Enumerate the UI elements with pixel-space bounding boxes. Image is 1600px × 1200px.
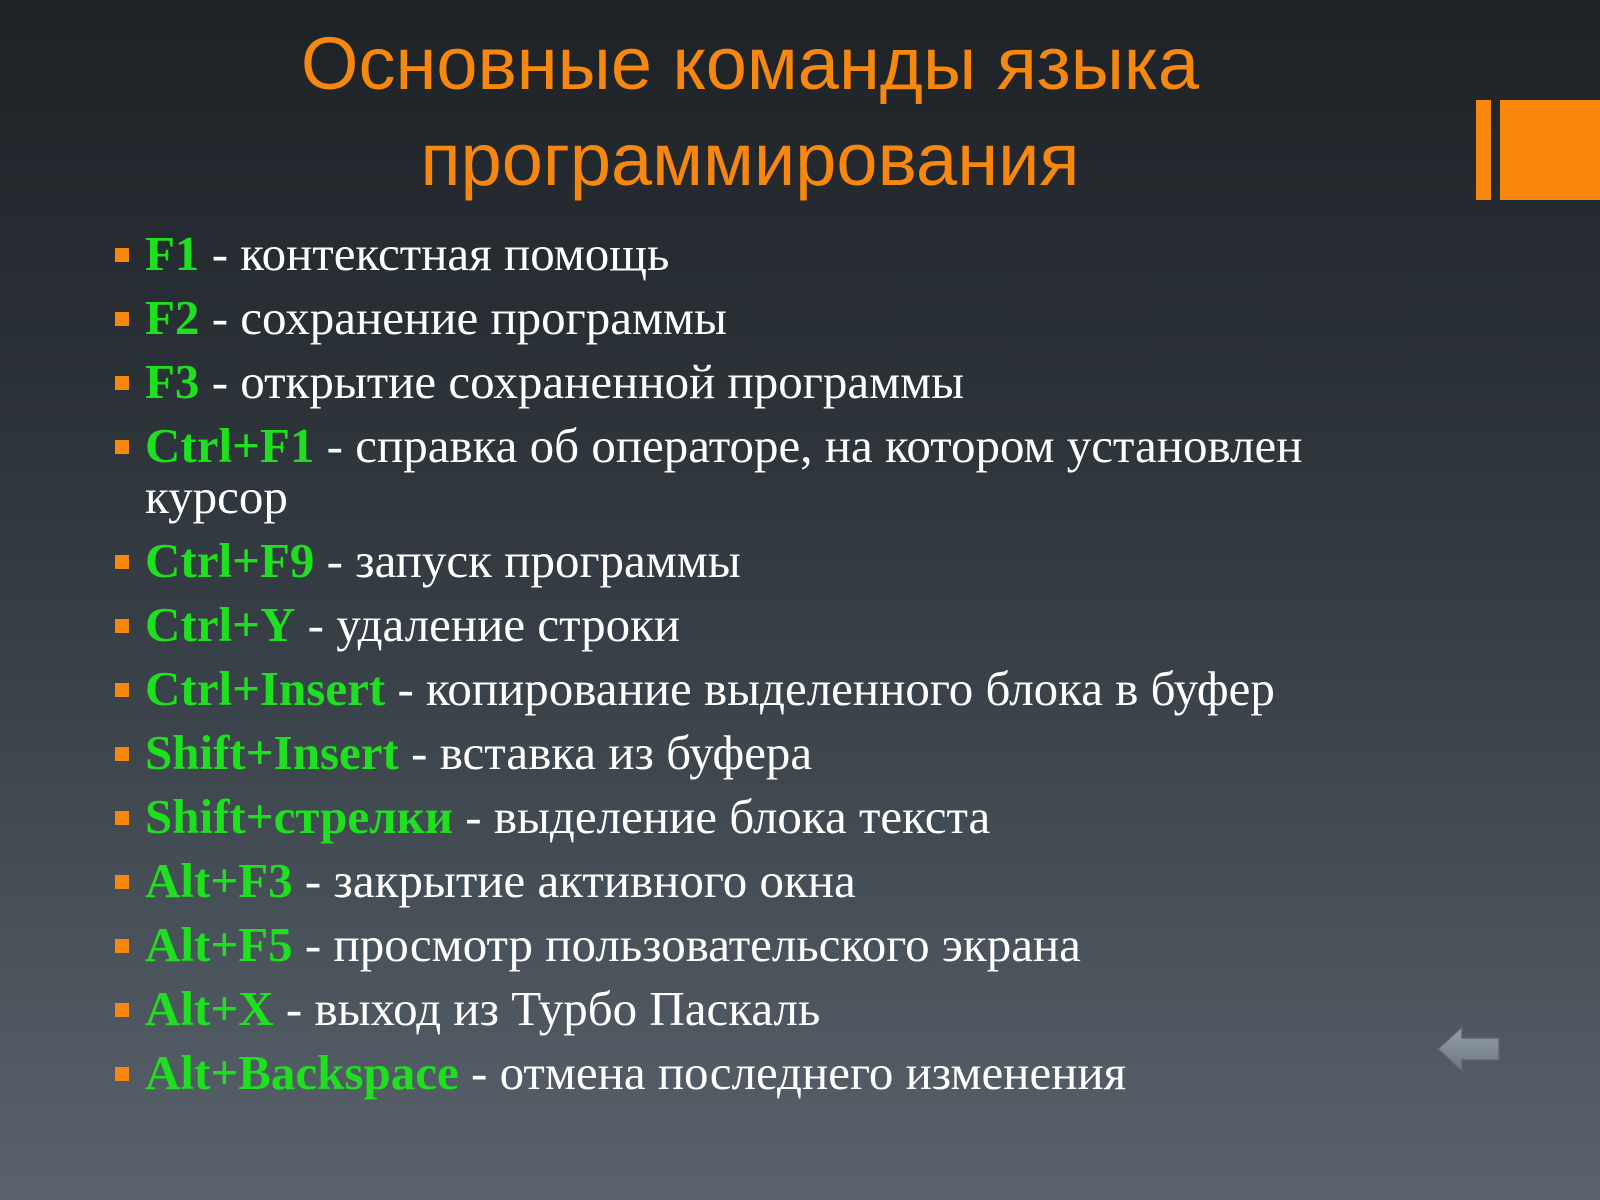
- list-item: [115, 983, 1455, 1034]
- list-item: [115, 535, 1455, 586]
- list-item: [115, 855, 1455, 906]
- square-bullet-icon: [115, 1067, 129, 1081]
- command-description: - сохранение программы: [199, 290, 727, 345]
- command-key: Ctrl+F9: [145, 533, 315, 588]
- square-bullet-icon: [115, 939, 129, 953]
- slide-title: [150, 16, 1350, 208]
- command-description: - закрытие активного окна: [292, 853, 856, 908]
- square-bullet-icon: [115, 683, 129, 697]
- command-key: Shift+стрелки: [145, 789, 454, 844]
- command-key: F2: [145, 290, 200, 345]
- command-key: Alt+F5: [145, 917, 293, 972]
- left-arrow-icon: [1436, 1024, 1502, 1074]
- command-description: - удаление строки: [295, 597, 681, 652]
- command-description: - выделение блока текста: [453, 789, 991, 844]
- square-bullet-icon: [115, 747, 129, 761]
- list-item: [115, 663, 1455, 714]
- command-description: - выход из Турбо Паскаль: [273, 981, 821, 1036]
- square-bullet-icon: [115, 440, 129, 454]
- command-key: Ctrl+Y: [145, 597, 296, 652]
- accent-bar-thin: [1476, 100, 1491, 200]
- list-item: [115, 228, 1455, 279]
- square-bullet-icon: [115, 376, 129, 390]
- square-bullet-icon: [115, 312, 129, 326]
- list-item: [115, 1047, 1455, 1098]
- back-button[interactable]: [1436, 1024, 1502, 1074]
- command-key: Alt+F3: [145, 853, 293, 908]
- list-item: [115, 919, 1455, 970]
- list-item: [115, 727, 1455, 778]
- command-description: - открытие сохраненной программы: [199, 354, 965, 409]
- slide-title-line-2: программирования: [420, 118, 1080, 201]
- command-key: F1: [145, 226, 200, 281]
- command-description: - просмотр пользовательского экрана: [292, 917, 1081, 972]
- command-key: Alt+Backspace: [145, 1045, 459, 1100]
- command-description: - запуск программы: [314, 533, 741, 588]
- command-key: Alt+X: [145, 981, 274, 1036]
- square-bullet-icon: [115, 619, 129, 633]
- slide-title-line-1: Основные команды языка: [300, 22, 1200, 105]
- square-bullet-icon: [115, 1003, 129, 1017]
- command-description: - отмена последнего изменения: [458, 1045, 1127, 1100]
- list-item: [115, 356, 1455, 407]
- list-item: [115, 791, 1455, 842]
- accent-block: [1500, 100, 1600, 200]
- command-description: - вставка из буфера: [398, 725, 813, 780]
- command-key: Ctrl+Insert: [145, 661, 386, 716]
- square-bullet-icon: [115, 248, 129, 262]
- list-item: [115, 599, 1455, 650]
- command-key: Shift+Insert: [145, 725, 399, 780]
- square-bullet-icon: [115, 811, 129, 825]
- square-bullet-icon: [115, 555, 129, 569]
- list-item: [115, 292, 1455, 343]
- command-description: - копирование выделенного блока в буфер: [385, 661, 1275, 716]
- command-description: - контекстная помощь: [199, 226, 670, 281]
- command-key: F3: [145, 354, 200, 409]
- square-bullet-icon: [115, 875, 129, 889]
- command-key: Ctrl+F1: [145, 418, 315, 473]
- command-description: - справка об операторе, на котором установлен курсор: [145, 418, 1303, 524]
- command-list: [115, 228, 1455, 1111]
- list-item: [115, 420, 1455, 522]
